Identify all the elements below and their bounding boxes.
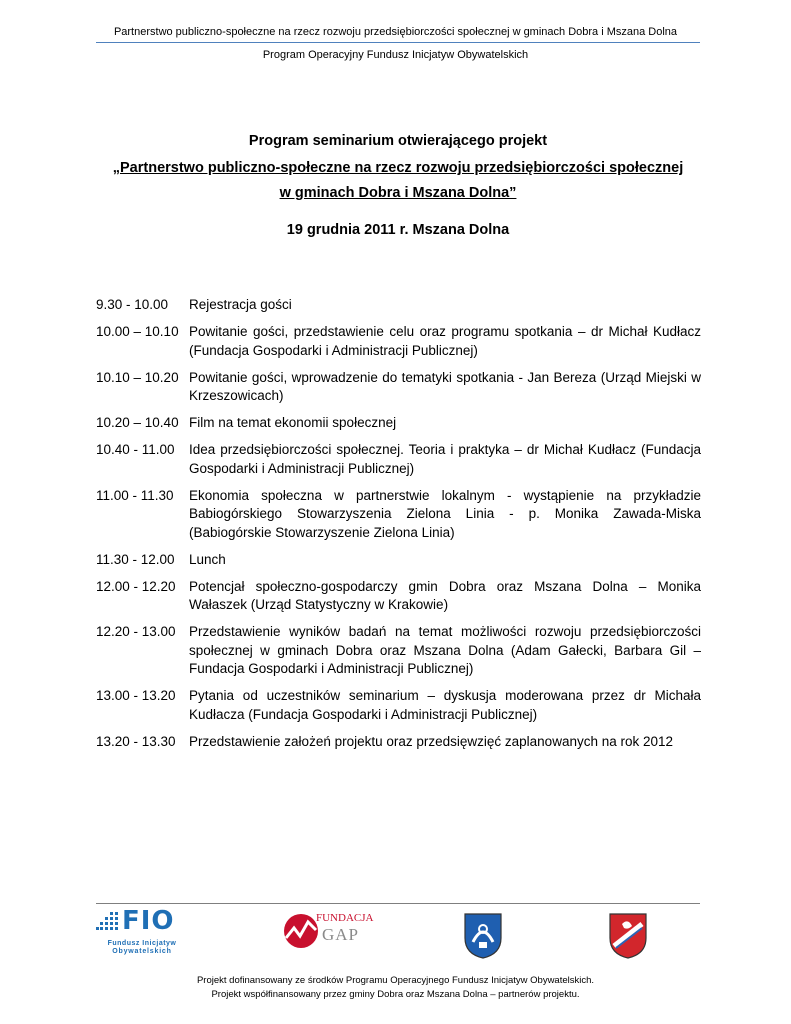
agenda-item (96, 687, 701, 724)
agenda-description: Rejestracja gości (189, 297, 292, 312)
agenda-list (96, 296, 701, 760)
agenda-description: Powitanie gości, przedstawienie celu oraz programu spotkania – dr Michał Kudłacz (Fundacja Gospodarki i Administracji Publicznej) (189, 324, 701, 358)
agenda-item (96, 414, 701, 433)
agenda-description: Przedstawienie wyników badań na temat możliwości rozwoju przedsiębiorczości społecznej w gminach Dobra oraz Mszana Dolna (Adam Gałecki, Barbara Gil – Fundacja Gospodarki i Administracji Publicznej) (189, 624, 701, 676)
header-line-1: Partnerstwo publiczno-społeczne na rzecz rozwoju przedsiębiorczości społecznej w gminach Dobra i Mszana Dolna (113, 26, 678, 38)
fio-logo-text: FIO (122, 906, 175, 936)
project-name-line-2: w gminach Dobra i Mszana Dolna” (279, 185, 517, 201)
agenda-time: 10.20 – 10.40 (96, 415, 179, 430)
agenda-description: Idea przedsiębiorczości społecznej. Teoria i praktyka – dr Michał Kudłacz (Fundacja Gospodarki i Administracji Publicznej) (189, 442, 701, 476)
gap-emblem-icon (282, 910, 320, 950)
agenda-time: 11.00 - 11.30 (96, 487, 174, 503)
dobra-crest-icon (463, 912, 503, 960)
fio-logo-subtitle: Fundusz Inicjatyw Obywatelskich (107, 940, 177, 955)
agenda-item (96, 369, 701, 406)
agenda-time: 10.00 – 10.10 (96, 324, 179, 339)
agenda-description: Ekonomia społeczna w partnerstwie lokalnym - wystąpienie na przykładzie Babiogórskiego Stowarzyszenia Zielona Linia - p. Monika Zawada-Miska (Babiogórskie Stowarzyszenie Zielona Linia) (189, 487, 701, 540)
gap-logo-name: GAP (322, 925, 360, 944)
agenda-time: 12.00 - 12.20 (96, 578, 176, 594)
agenda-item (96, 733, 701, 752)
agenda-description: Pytania od uczestników seminarium – dyskusja moderowana przez dr Michała Kudłacza (Fundacja Gospodarki i Administracji Publicznej) (189, 688, 701, 722)
agenda-description: Potencjał społeczno-gospodarczy gmin Dobra oraz Mszana Dolna – Monika Wałaszek (Urząd Statystyczny w Krakowie) (189, 578, 701, 612)
agenda-description: Powitanie gości, wprowadzenie do tematyki spotkania - Jan Bereza (Urząd Miejski w Krzeszowicach) (189, 369, 701, 403)
agenda-item (96, 551, 701, 570)
event-date: 19 grudnia 2011 r. Mszana Dolna (286, 222, 510, 238)
agenda-time: 13.00 - 13.20 (96, 688, 176, 703)
document-title: Program seminarium otwierającego projekt (248, 133, 548, 149)
agenda-time: 9.30 - 10.00 (96, 297, 169, 312)
agenda-item (96, 441, 701, 478)
fundacja-gap-logo (282, 910, 378, 952)
agenda-item (96, 578, 701, 615)
mszana-dolna-crest-icon (608, 912, 648, 960)
agenda-item (96, 323, 701, 360)
agenda-time: 11.30 - 12.00 (96, 551, 175, 567)
fio-dots-icon (96, 910, 120, 934)
agenda-time: 12.20 - 13.00 (96, 624, 176, 639)
header-line-2: Program Operacyjny Fundusz Inicjatyw Obywatelskich (262, 49, 529, 61)
agenda-time: 13.20 - 13.30 (96, 733, 176, 749)
footer-cofunding-note: Projekt współfinansowany przez gminy Dobra oraz Mszana Dolna – partnerów projektu. (211, 989, 580, 1000)
agenda-description: Lunch (189, 551, 226, 567)
footer-divider (96, 903, 700, 904)
agenda-time: 10.10 – 10.20 (96, 369, 179, 385)
agenda-item (96, 623, 701, 679)
agenda-description: Przedstawienie założeń projektu oraz przedsięwzięć zaplanowanych na rok 2012 (189, 733, 674, 749)
footer-funding-note: Projekt dofinansowany ze środków Programu Operacyjnego Fundusz Inicjatyw Obywatelskich. (196, 975, 595, 986)
gap-logo-label: FUNDACJA (316, 912, 374, 924)
project-name-line-1: „Partnerstwo publiczno-społeczne na rzecz rozwoju przedsiębiorczości społecznej (112, 160, 684, 176)
agenda-item (96, 487, 701, 543)
fio-logo (96, 906, 188, 962)
agenda-time: 10.40 - 11.00 (96, 442, 175, 457)
header-divider (96, 42, 700, 43)
agenda-item (96, 296, 701, 315)
agenda-description: Film na temat ekonomii społecznej (189, 415, 397, 430)
